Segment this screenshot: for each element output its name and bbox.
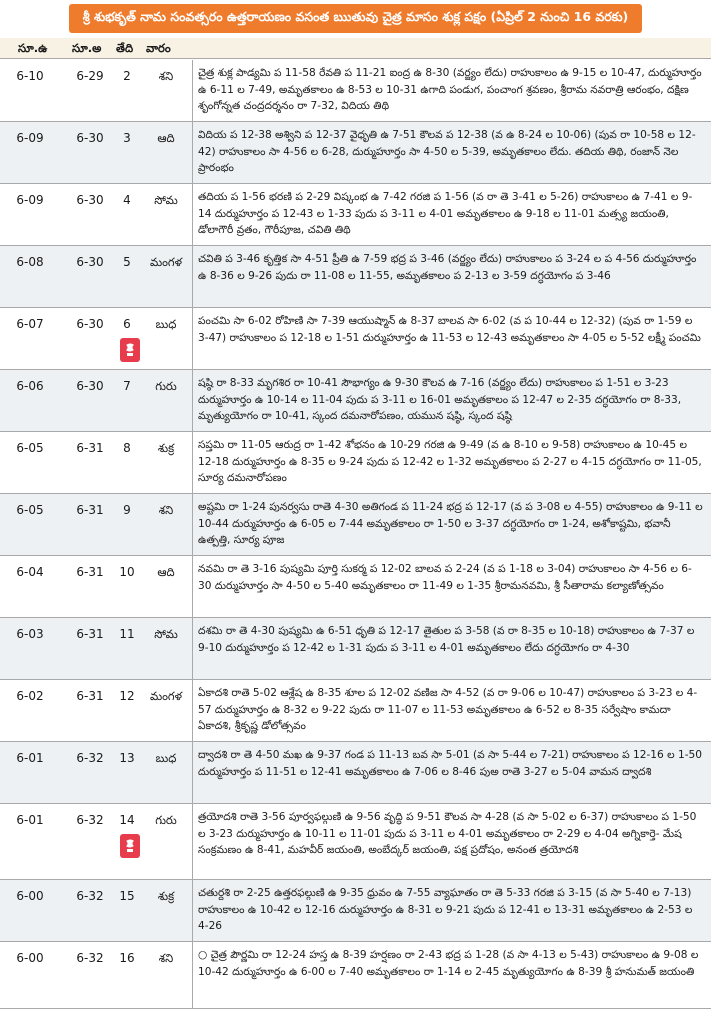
cell-sunrise: 6-09 <box>16 193 44 207</box>
cell-weekday: గురు <box>155 813 177 827</box>
cell-weekday: శుక్ర <box>157 889 175 903</box>
column-divider <box>192 804 193 879</box>
cell-details: విదియ ప 12-38 అశ్విని ప 12-37 వైధృతి ఉ 7-51 కౌలవ ప 12-38 (వ ఉ 8-24 ల 10-06) (పువ రా 10-58 ల 12-42) రాహుకాలం సా 4-56 ల 6-28, దుర్ముహూర్తం సా 4-50 ల 5-39, అమృతకాలం లేదు. తదియ తిథి, రంజాన్ నెల ప్రారంభం <box>198 129 696 174</box>
cell-details: ద్వాదశి రా తె 4-50 మఖ ఉ 9-37 గండ ప 11-13 బవ సా 5-01 (వ సా 5-44 ల 7-21) రాహుకాలం ప 12-16 ల 1-50 దుర్ముహూర్తం ప 11-51 ల 12-41 అమృతకాలం ఉ 7-06 ల 8-46 పుఅ రాతె 3-27 ల 5-04 వామన ద్వాదశి <box>198 749 703 778</box>
page-title: శ్రీ శుభకృత్ నామ సంవత్సరం ఉత్తరాయణం వసంత ఋతువు చైత్ర మాసం శుక్ల పక్షం (ఏప్రిల్ 2 నుంచి 16 వరకు) <box>69 4 643 33</box>
cell-date: 12 <box>119 689 135 703</box>
cell-sunrise: 6-02 <box>16 689 44 703</box>
cell-weekday: బుధ <box>155 751 177 765</box>
table-row <box>0 184 711 246</box>
table-row <box>0 804 711 880</box>
column-divider <box>192 184 193 245</box>
cell-date: 3 <box>123 131 131 145</box>
cell-weekday: మంగళ <box>149 255 183 269</box>
cell-sunset: 6-31 <box>76 503 104 517</box>
table-header <box>0 38 711 59</box>
table-row <box>0 494 711 556</box>
festival-icon <box>120 834 140 858</box>
cell-weekday: శని <box>158 69 174 83</box>
cell-date: 7 <box>123 379 131 393</box>
table-row <box>0 60 711 122</box>
cell-date: 6 <box>123 317 131 331</box>
cell-date: 10 <box>119 565 135 579</box>
header-sunset: సూ.అ <box>72 41 102 55</box>
cell-sunrise: 6-10 <box>16 69 44 83</box>
column-divider <box>192 122 193 183</box>
cell-details: త్రయోదశి రాతె 3-56 పూర్వఫల్గుణి ఉ 9-56 వృద్ధి ప 9-51 కౌలవ సా 4-28 (వ సా 5-02 ల 6-37) రాహుకాలం ప 1-50 ల 3-23 దుర్ముహూర్తం ఉ 10-11 ల 11-01 పుదు ప 3-11 ల 4-01 అమృతకాలం రా 2-29 ల 4-04 అగ్నికార్తె- మేష సంక్రమణం ఉ 8-41, మహవీర్ జయంతి, అంబేద్కర్ జయంతి, పక్ష ప్రదోషం, అనంత త్రయోదశి <box>198 811 697 856</box>
table-row <box>0 432 711 494</box>
cell-date: 9 <box>123 503 131 517</box>
cell-sunrise: 6-03 <box>16 627 44 641</box>
cell-weekday: మంగళ <box>149 689 183 703</box>
cell-sunset: 6-30 <box>76 131 104 145</box>
cell-details: అష్టమి రా 1-24 పునర్వసు రాతె 4-30 అతిగండ ప 11-24 భద్ర ప 12-17 (వ ప 3-08 ల 4-55) రాహుకాలం ఉ 9-11 ల 10-44 దుర్ముహూర్తం ఉ 6-05 ల 7-44 అమృతకాలం రా 1-50 ల 3-37 దగ్ధయోగం రా 1-24, అశోకాష్టమి, భవానీ ఉత్పత్తి, సూర్య పూజ <box>198 501 703 546</box>
cell-sunrise: 6-00 <box>16 951 44 965</box>
table-row <box>0 880 711 942</box>
cell-sunset: 6-32 <box>76 751 104 765</box>
cell-weekday: ఆది <box>157 131 175 145</box>
cell-sunset: 6-29 <box>76 69 104 83</box>
cell-details: దశమి రా తె 4-30 పుష్యమి ఉ 6-51 ధృతి ప 12-17 తైతుల ప 3-58 (వ రా 8-35 ల 10-18) రాహుకాలం ఉ 7-37 ల 9-10 దుర్ముహూర్తం ప 12-42 ల 1-31 పుదు ప 3-11 ల 4-01 అమృతకాలం లేదు దగ్ధయోగం రా 4-30 <box>198 625 695 654</box>
column-divider <box>192 942 193 1008</box>
table-row <box>0 370 711 432</box>
cell-sunrise: 6-01 <box>16 751 44 765</box>
table-row <box>0 246 711 308</box>
column-divider <box>192 556 193 617</box>
cell-details: నవమి రా తె 3-16 పుష్యమి పూర్తి సుకర్మ ప 12-02 బాలవ ప 2-24 (వ ప 1-18 ల 3-04) రాహుకాలం సా 4-56 ల 6-30 దుర్ముహూర్తం సా 4-50 ల 5-40 అమృతకాలం రా 11-49 ల 1-35 శ్రీరామనవమి, శ్రీ సీతారామ కల్యాణోత్సవం <box>198 563 692 592</box>
cell-sunset: 6-32 <box>76 889 104 903</box>
cell-weekday: శని <box>158 503 174 517</box>
cell-sunset: 6-32 <box>76 951 104 965</box>
cell-date: 5 <box>123 255 131 269</box>
cell-sunrise: 6-05 <box>16 503 44 517</box>
cell-date: 14 <box>119 813 135 827</box>
cell-sunset: 6-30 <box>76 193 104 207</box>
cell-date: 4 <box>123 193 131 207</box>
cell-date: 13 <box>119 751 135 765</box>
column-divider <box>192 246 193 307</box>
cell-sunrise: 6-04 <box>16 565 44 579</box>
cell-sunset: 6-32 <box>76 813 104 827</box>
column-divider <box>192 494 193 555</box>
cell-sunset: 6-31 <box>76 627 104 641</box>
cell-weekday: సోమ <box>154 193 178 207</box>
column-divider <box>192 60 193 121</box>
cell-details: తదియ ప 1-56 భరణి ప 2-29 విష్కంభ ఉ 7-42 గరజి ప 1-56 (వ రా తె 3-41 ల 5-26) రాహుకాలం ఉ 7-41 ల 9-14 దుర్ముహూర్తం ప 12-43 ల 1-33 పుదు ప 3-11 ల 4-01 అమృతకాలం ఉ 9-18 ల 11-01 మత్స్య జయంతి, డోలాగౌరీ వ్రతం, గౌరీపూజ, చవితి తిథి <box>198 191 693 236</box>
title-bar <box>0 0 711 36</box>
cell-sunset: 6-31 <box>76 689 104 703</box>
table-row <box>0 308 711 370</box>
cell-sunrise: 6-01 <box>16 813 44 827</box>
column-divider <box>192 880 193 941</box>
cell-sunrise: 6-08 <box>16 255 44 269</box>
cell-sunrise: 6-06 <box>16 379 44 393</box>
cell-date: 16 <box>119 951 135 965</box>
cell-weekday: శని <box>158 951 174 965</box>
calendar-table <box>0 60 711 1009</box>
header-weekday: వారం <box>146 41 171 55</box>
cell-weekday: గురు <box>155 379 177 393</box>
cell-details: షష్ఠి రా 8-33 మృగశిర రా 10-41 సౌభాగ్యం ఉ 9-30 కౌలవ ఉ 7-16 (వర్జ్యం లేదు) రాహుకాలం ప 1-51 ల 3-23 దుర్ముహూర్తం ఉ 10-14 ల 11-04 పుదు ప 3-11 ల 16-01 అమృతకాలం ప 12-47 ల 2-35 దగ్ధయోగం రా 8-33, మృత్యుయోగం రా 10-41, స్కంద దమనారోపణం, యమున షష్ఠి, స్కంద షష్ఠి <box>198 377 682 422</box>
cell-sunrise: 6-00 <box>16 889 44 903</box>
cell-weekday: శుక్ర <box>157 441 175 455</box>
cell-details: ○ చైత్ర పౌర్ణమి రా 12-24 హస్త ఉ 8-39 హర్షణం రా 2-43 భద్ర ప 1-28 (వ సా 4-13 ల 5-43) రాహుకాలం ఉ 9-08 ల 10-42 దుర్ముహూర్తం ఉ 6-00 ల 7-40 అమృతకాలం రా 1-14 ల 2-45 మృత్యుయోగం ఉ 8-39 శ్రీ హనుమత్ జయంతి <box>198 949 699 978</box>
cell-date: 8 <box>123 441 131 455</box>
table-row <box>0 618 711 680</box>
cell-sunset: 6-30 <box>76 379 104 393</box>
cell-date: 15 <box>119 889 135 903</box>
cell-date: 11 <box>119 627 135 641</box>
column-divider <box>192 308 193 369</box>
header-sunrise: సూ.ఉ <box>18 41 48 55</box>
column-divider <box>192 742 193 803</box>
cell-sunset: 6-30 <box>76 255 104 269</box>
column-divider <box>192 680 193 741</box>
cell-details: పంచమి సా 6-02 రోహిణి సా 7-39 ఆయుష్మాన్ ఉ 8-37 బాలవ సా 6-02 (వ ప 10-44 ల 12-32) (పువ రా 1-59 ల 3-47) రాహుకాలం ప 12-18 ల 1-51 దుర్ముహూర్తం ఉ 11-53 ల 12-43 అమృతకాలం సా 4-05 ల 5-52 లక్ష్మీ పంచమి <box>198 315 701 344</box>
cell-sunrise: 6-07 <box>16 317 44 331</box>
cell-weekday: బుధ <box>155 317 177 331</box>
column-divider <box>192 618 193 679</box>
cell-weekday: ఆది <box>157 565 175 579</box>
table-row <box>0 556 711 618</box>
cell-details: సప్తమి రా 11-05 ఆరుద్ర రా 1-42 శోభనం ఉ 10-29 గరజి ఉ 9-49 (వ ఉ 8-10 ల 9-58) రాహుకాలం ఉ 10-45 ల 12-18 దుర్ముహూర్తం ఉ 8-35 ల 9-24 పుదు ప 12-42 ల 1-32 అమృతకాలం ప 2-27 ల 4-15 దగ్ధయోగం రా 11-05, సూర్య దమనారోపణం <box>198 439 702 484</box>
cell-details: చవితి ప 3-46 కృత్తిక సా 4-51 ప్రీతి ఉ 7-59 భద్ర ప 3-46 (వర్జ్యం లేదు) రాహుకాలం ప 3-24 ల ప 4-56 దుర్ముహూర్తం ఉ 8-36 ల 9-26 పుదు రా 11-08 ల 11-55, అమృతకాలం ప 2-13 ల 3-59 దగ్ధయోగం ప 3-46 <box>198 253 697 282</box>
cell-details: చతుర్దశి రా 2-25 ఉత్తరఫల్గుణి ఉ 9-35 ధ్రువం ఉ 7-55 వ్యాఘాతం రా తె 5-33 గరజి ప 3-15 (వ సా 5-40 ల 7-13) రాహుకాలం ఉ 10-42 ల 12-16 దుర్ముహూర్తం ఉ 8-31 ల 9-21 పుదు ప 12-41 ల 13-31 అమృతకాలం ఉ 2-53 ల 4-26 <box>198 887 693 932</box>
cell-sunset: 6-31 <box>76 441 104 455</box>
table-row <box>0 680 711 742</box>
table-row <box>0 942 711 1009</box>
cell-sunrise: 6-09 <box>16 131 44 145</box>
header-date: తేది <box>116 41 134 55</box>
table-row <box>0 122 711 184</box>
cell-details: ఏకాదశి రాతె 5-02 ఆశ్లేష ఉ 8-35 శూల ప 12-02 వణిజ సా 4-52 (వ రా 9-06 ల 10-47) రాహుకాలం ప 3-23 ల 4-57 దుర్ముహూర్తం ఉ 8-32 ల 9-22 పుదు రా 11-07 ల 11-53 అమృతకాలం ఉ 6-52 ల 8-35 సర్వేషాం కామదా ఏకాదశి, శ్రీకృష్ణ డోలోత్సవం <box>198 687 698 732</box>
cell-sunset: 6-30 <box>76 317 104 331</box>
cell-sunset: 6-31 <box>76 565 104 579</box>
cell-weekday: సోమ <box>154 627 178 641</box>
column-divider <box>192 432 193 493</box>
cell-date: 2 <box>123 69 131 83</box>
festival-icon <box>120 338 140 362</box>
cell-sunrise: 6-05 <box>16 441 44 455</box>
column-divider <box>192 370 193 431</box>
table-row <box>0 742 711 804</box>
cell-details: చైత్ర శుక్ల పాడ్యమి ప 11-58 రేవతి ప 11-21 ఐంద్ర ఉ 8-30 (వర్జ్యం లేదు) రాహుకాలం ఉ 9-15 ల 10-47, దుర్ముహూర్తం ఉ 6-11 ల 7-49, అమృతకాలం ఉ 8-53 ల 10-31 ఉగాది పండుగ, పంచాంగ శ్రవణం, శ్రీరామ నవరాత్రి ఆరంభం, దక్షిణ శృంగోన్నత చంద్రదర్శనం రా 7-32, విదియ తిథి <box>198 67 702 112</box>
